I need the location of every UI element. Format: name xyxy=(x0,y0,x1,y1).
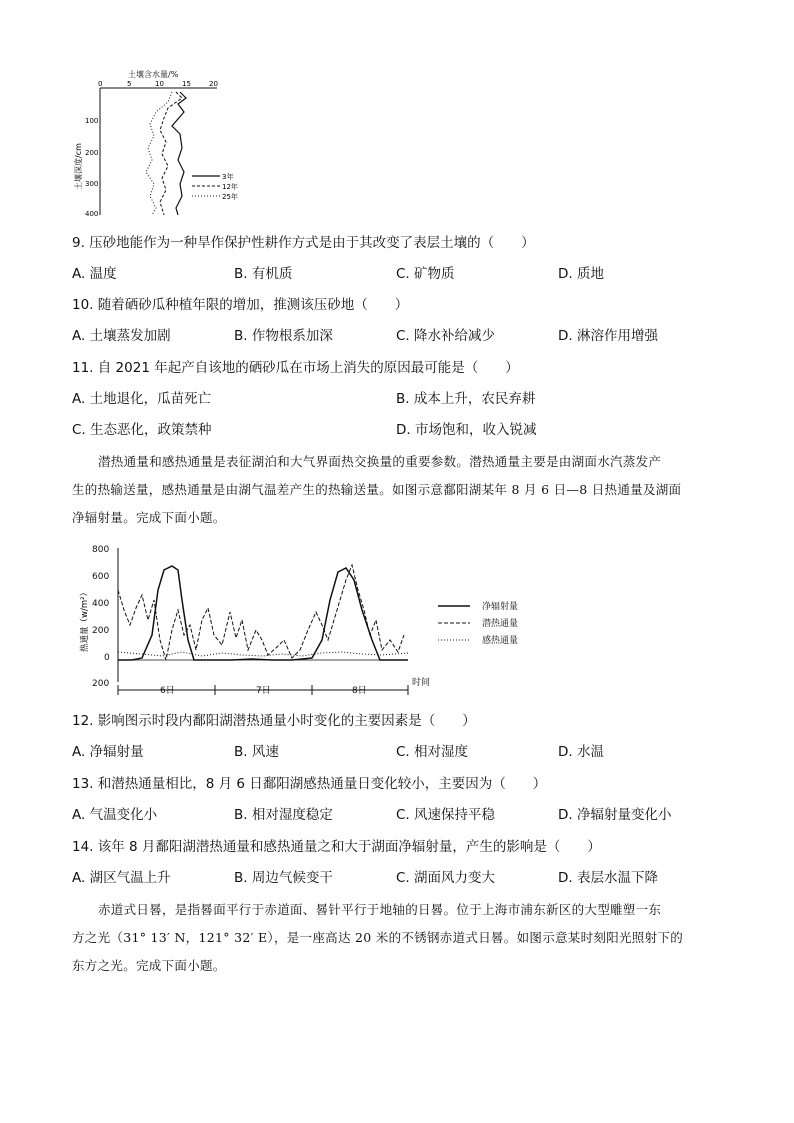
soil-y-tick: 100 xyxy=(85,117,99,125)
q10-option-d: D. 淋溶作用增强 xyxy=(558,328,658,344)
q10-option-b: B. 作物根系加深 xyxy=(234,328,333,344)
soil-y-label: 土壤深度/cm xyxy=(74,143,83,190)
soil-x-tick: 15 xyxy=(182,80,191,88)
soil-y-tick: 300 xyxy=(85,180,99,188)
question-9: 9. 压砂地能作为一种旱作保护性耕作方式是由于其改变了表层土壤的（ ） xyxy=(72,235,535,251)
passage2-line: 赤道式日晷，是指晷面平行于赤道面、晷针平行于地轴的日晷。位于上海市浦东新区的大型雕塑一东 xyxy=(98,902,662,917)
soil-y-tick: 200 xyxy=(85,149,99,157)
passage1-line: 生的热输送量，感热通量是由湖气温差产生的热输送量。如图示意鄱阳湖某年 8 月 6 日—8 日热通量及湖面 xyxy=(72,482,682,497)
flux-y-tick: 400 xyxy=(92,599,110,609)
flux-y-tick: 800 xyxy=(92,545,110,555)
flux-y-tick: 200 xyxy=(92,679,110,689)
heat-flux-chart xyxy=(72,540,542,700)
day-label-7: 7日 xyxy=(256,686,271,696)
q11-option-a: A. 土地退化，瓜苗死亡 xyxy=(72,391,212,407)
q13-option-d: D. 净辐射量变化小 xyxy=(558,807,672,823)
soil-chart-title: 土壤含水量/% xyxy=(128,70,179,79)
flux-y-tick: 600 xyxy=(92,572,110,582)
q12-option-a: A. 净辐射量 xyxy=(72,744,144,760)
q14-option-c: C. 湖面风力变大 xyxy=(396,870,496,886)
soil-y-tick: 400 xyxy=(85,210,99,218)
flux-x-label: 时间 xyxy=(412,678,431,688)
q10-option-c: C. 降水补给减少 xyxy=(396,328,496,344)
legend-sensible-heat: 感热通量 xyxy=(482,636,519,646)
flux-y-tick: 200 xyxy=(92,626,110,636)
flux-y-label: 热通量（w/m²） xyxy=(80,587,90,652)
legend-net-radiation: 净辐射量 xyxy=(482,602,519,612)
q13-option-c: C. 风速保持平稳 xyxy=(396,807,496,823)
sensible-heat-curve xyxy=(118,652,408,656)
q11-option-d: D. 市场饱和，收入锐减 xyxy=(396,422,537,438)
q12-option-b: B. 风速 xyxy=(234,744,279,760)
passage2-line: 方之光（31° 13′ N，121° 32′ E），是一座高达 20 米的不锈钢赤道式日晷。如图示意某时刻阳光照射下的 xyxy=(72,930,684,945)
legend-latent-heat: 潜热通量 xyxy=(482,619,519,629)
q14-option-d: D. 表层水温下降 xyxy=(558,870,658,886)
q14-option-b: B. 周边气候变干 xyxy=(234,870,333,886)
soil-legend-12yr: 12年 xyxy=(222,183,238,191)
q9-option-a: A. 温度 xyxy=(72,266,117,282)
soil-moisture-chart xyxy=(72,68,272,220)
q9-option-d: D. 质地 xyxy=(558,266,604,282)
passage1-line: 潜热通量和感热通量是表征湖泊和大气界面热交换量的重要参数。潜热通量主要是由湖面水汽蒸发产 xyxy=(98,454,662,469)
q11-option-b: B. 成本上升，农民弃耕 xyxy=(396,391,536,407)
passage1-line: 净辐射量。完成下面小题。 xyxy=(72,510,226,525)
flux-y-ticks xyxy=(92,545,110,689)
q13-option-a: A. 气温变化小 xyxy=(72,807,158,823)
soil-legend-3yr: 3年 xyxy=(222,173,234,181)
soil-x-tick: 10 xyxy=(155,80,164,88)
day-label-6: 6日 xyxy=(160,686,175,696)
passage-heat-flux xyxy=(72,448,732,532)
soil-curve-12yr xyxy=(160,92,182,215)
q9-option-b: B. 有机质 xyxy=(234,266,293,282)
question-13: 13. 和潜热通量相比，8 月 6 日鄱阳湖感热通量日变化较小，主要因为（ ） xyxy=(72,776,547,792)
q12-option-d: D. 水温 xyxy=(558,744,604,760)
q11-option-c: C. 生态恶化，政策禁种 xyxy=(72,422,212,438)
question-12: 12. 影响图示时段内鄱阳湖潜热通量小时变化的主要因素是（ ） xyxy=(72,713,476,729)
flux-y-tick: 0 xyxy=(104,653,110,663)
soil-x-tick: 20 xyxy=(209,80,218,88)
question-11: 11. 自 2021 年起产自该地的硒砂瓜在市场上消失的原因最可能是（ ） xyxy=(72,360,519,376)
soil-x-tick: 0 xyxy=(98,80,103,88)
q14-option-a: A. 湖区气温上升 xyxy=(72,870,171,886)
question-10: 10. 随着硒砂瓜种植年限的增加，推测该压砂地（ ） xyxy=(72,297,409,313)
q12-option-c: C. 相对湿度 xyxy=(396,744,469,760)
soil-x-tick: 5 xyxy=(127,80,132,88)
soil-curve-25yr xyxy=(146,92,172,215)
soil-legend-25yr: 25年 xyxy=(222,193,238,201)
passage2-line: 东方之光。完成下面小题。 xyxy=(72,958,226,973)
passage-sundial xyxy=(72,896,732,980)
q13-option-b: B. 相对湿度稳定 xyxy=(234,807,333,823)
day-label-8: 8日 xyxy=(352,686,367,696)
q10-option-a: A. 土壤蒸发加剧 xyxy=(72,328,171,344)
question-14: 14. 该年 8 月鄱阳湖潜热通量和感热通量之和大于湖面净辐射量，产生的影响是（ ） xyxy=(72,839,601,855)
soil-curve-3yr xyxy=(172,92,186,215)
q9-option-c: C. 矿物质 xyxy=(396,266,455,282)
